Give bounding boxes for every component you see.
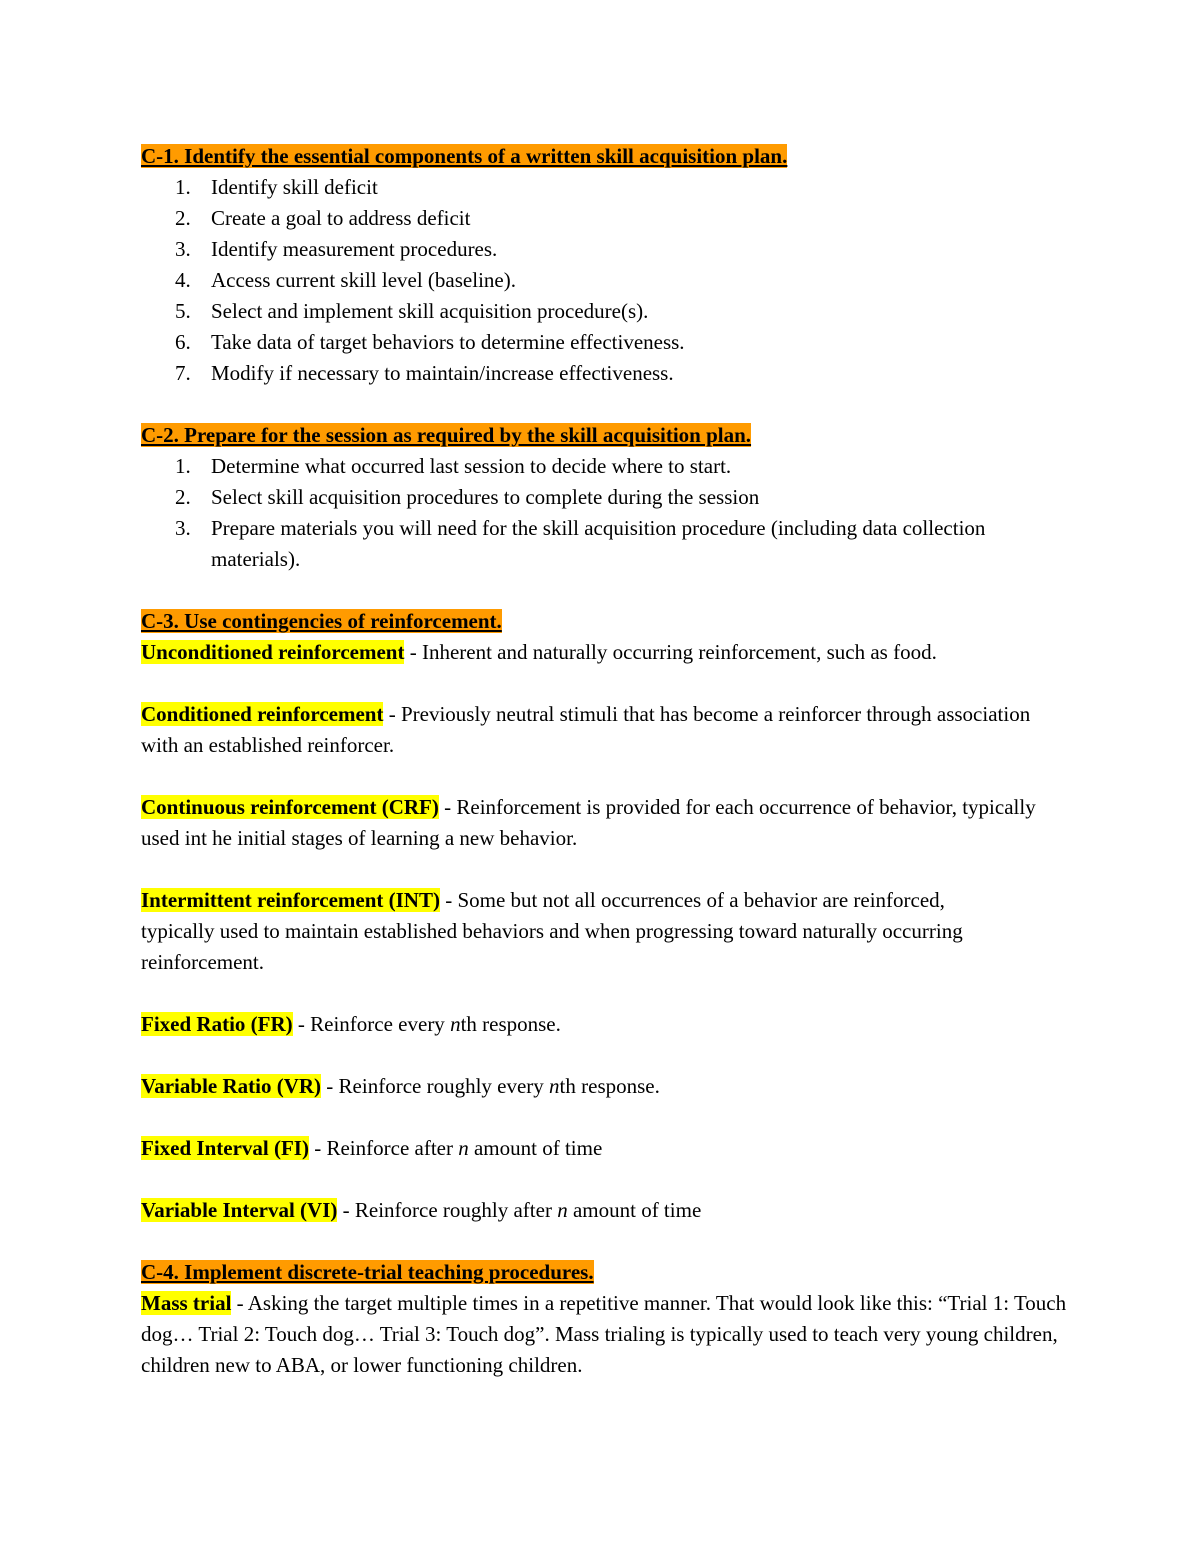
c2-list <box>141 451 1071 575</box>
list-item: 2. Select skill acquisition procedures to complete during the session <box>175 485 760 509</box>
unconditioned-reinforcement: Unconditioned reinforcement - Inherent and naturally occurring reinforcement, such as food. <box>141 640 937 664</box>
document-content <box>141 141 1071 1381</box>
continuous-reinforcement: Continuous reinforcement (CRF) - Reinforcement is provided for each occurrence of behavior, typically used int he initial stages of learning a new behavior. <box>141 795 1036 850</box>
section-heading-c2: C-2. Prepare for the session as required by the skill acquisition plan. <box>141 423 752 447</box>
term-highlight: Unconditioned reinforcement <box>141 640 405 664</box>
section-heading-c1: C-1. Identify the essential components of a written skill acquisition plan. <box>141 144 788 168</box>
list-item: 1. Identify skill deficit <box>175 175 378 199</box>
intermittent-reinforcement: Intermittent reinforcement (INT) - Some but not all occurrences of a behavior are reinforced, typically used to maintain established behaviors and when progressing toward naturally occurring reinforcement. <box>141 888 963 974</box>
term-highlight: Mass trial <box>141 1291 232 1315</box>
list-item: 4. Access current skill level (baseline). <box>175 268 516 292</box>
list-item: 7. Modify if necessary to maintain/increase effectiveness. <box>175 361 674 385</box>
list-item: 2. Create a goal to address deficit <box>175 206 471 230</box>
conditioned-reinforcement: Conditioned reinforcement - Previously neutral stimuli that has become a reinforcer through association with an established reinforcer. <box>141 702 1031 757</box>
list-item: 6. Take data of target behaviors to determine effectiveness. <box>175 330 685 354</box>
section-c1 <box>141 141 1071 172</box>
term-highlight: Continuous reinforcement (CRF) <box>141 795 439 819</box>
term-highlight: Variable Interval (VI) <box>141 1198 338 1222</box>
variable-interval: Variable Interval (VI) - Reinforce roughly after n amount of time <box>141 1198 702 1222</box>
section-heading-c4: C-4. Implement discrete-trial teaching procedures. <box>141 1260 594 1284</box>
list-item: 3. Identify measurement procedures. <box>175 237 498 261</box>
term-highlight: Fixed Ratio (FR) <box>141 1012 293 1036</box>
section-heading-c3: C-3. Use contingencies of reinforcement. <box>141 609 502 633</box>
variable-ratio: Variable Ratio (VR) - Reinforce roughly every nth response. <box>141 1074 660 1098</box>
section-c2 <box>141 420 1071 451</box>
term-highlight: Conditioned reinforcement <box>141 702 384 726</box>
section-c3 <box>141 606 1071 637</box>
fixed-ratio: Fixed Ratio (FR) - Reinforce every nth response. <box>141 1012 561 1036</box>
list-item: 3. Prepare materials you will need for the skill acquisition procedure (including data collection materials). <box>175 516 986 571</box>
fixed-interval: Fixed Interval (FI) - Reinforce after n amount of time <box>141 1136 603 1160</box>
mass-trial: Mass trial - Asking the target multiple times in a repetitive manner. That would look like this: “Trial 1: Touch dog… Trial 2: Touch dog… Trial 3: Touch dog”. Mass trialing is typically used to teach very young children, children new to ABA, or lower functioning children. <box>141 1291 1067 1377</box>
term-highlight: Variable Ratio (VR) <box>141 1074 322 1098</box>
c1-list <box>141 172 1071 389</box>
list-item: 1. Determine what occurred last session to decide where to start. <box>175 454 732 478</box>
section-c4 <box>141 1257 1071 1288</box>
term-highlight: Fixed Interval (FI) <box>141 1136 309 1160</box>
list-item: 5. Select and implement skill acquisition procedure(s). <box>175 299 649 323</box>
term-highlight: Intermittent reinforcement (INT) <box>141 888 440 912</box>
